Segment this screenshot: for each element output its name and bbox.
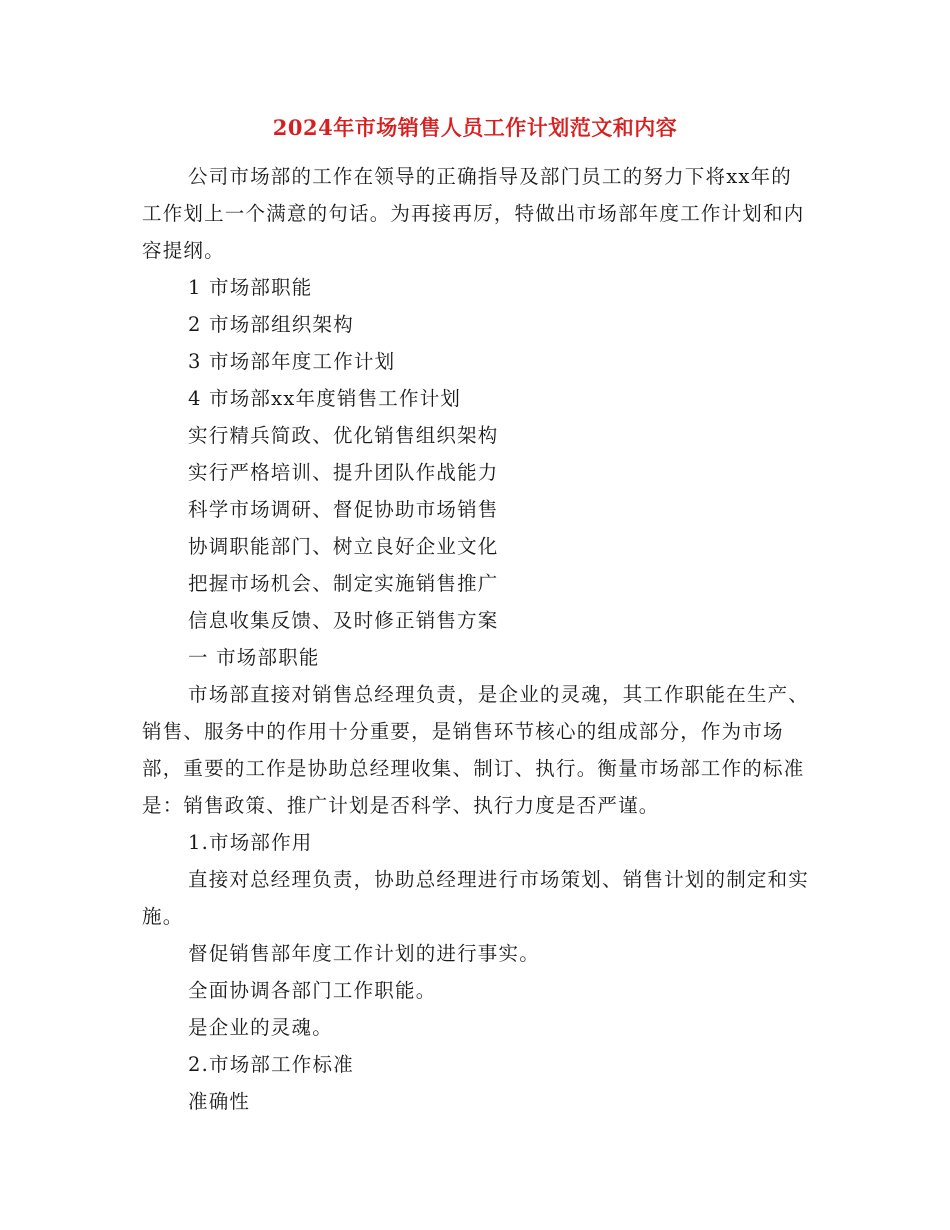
intro-paragraph: 公司市场部的工作在领导的正确指导及部门员工的努力下将xx年的工作划上一个满意的句话。为再接再厉，特做出市场部年度工作计划和内容提纲。 [142,165,805,262]
list-item: 督促销售部年度工作计划的进行事实。 [188,942,540,965]
measure-item: 信息收集反馈、及时修正销售方案 [188,609,499,632]
measure-item: 实行精兵简政、优化销售组织架构 [188,424,499,447]
subsection-heading: 2.市场部工作标准 [188,1053,354,1076]
section-paragraph: 市场部直接对销售总经理负责，是企业的灵魂，其工作职能在生产、销售、服务中的作用十分重要，是销售环节核心的组成部分，作为市场部，重要的工作是协助总经理收集、制订、执行。衡量市场部工作的标准是：销售政策、推广计划是否科学、执行力度是否严谨。 [142,683,810,817]
subsection-heading: 1.市场部作用 [188,831,313,854]
document-body [142,158,812,1120]
section-heading: 一 市场部职能 [188,646,320,669]
measure-item: 实行严格培训、提升团队作战能力 [188,461,499,484]
subsection-paragraph: 直接对总经理负责，协助总经理进行市场策划、销售计划的制定和实施。 [142,868,810,928]
outline-item: 1 市场部职能 [188,276,313,299]
measure-item: 科学市场调研、督促协助市场销售 [188,498,499,521]
measure-item: 把握市场机会、制定实施销售推广 [188,572,499,595]
list-item: 全面协调各部门工作职能。 [188,979,437,1002]
outline-item: 2 市场部组织架构 [188,313,354,336]
list-item: 准确性 [188,1090,251,1113]
list-item: 是企业的灵魂。 [188,1016,333,1039]
outline-item: 3 市场部年度工作计划 [188,350,396,373]
outline-item: 4 市场部xx年度销售工作计划 [188,387,462,410]
document-title: 2024年市场销售人员工作计划范文和内容 [272,115,678,140]
measure-item: 协调职能部门、树立良好企业文化 [188,535,499,558]
